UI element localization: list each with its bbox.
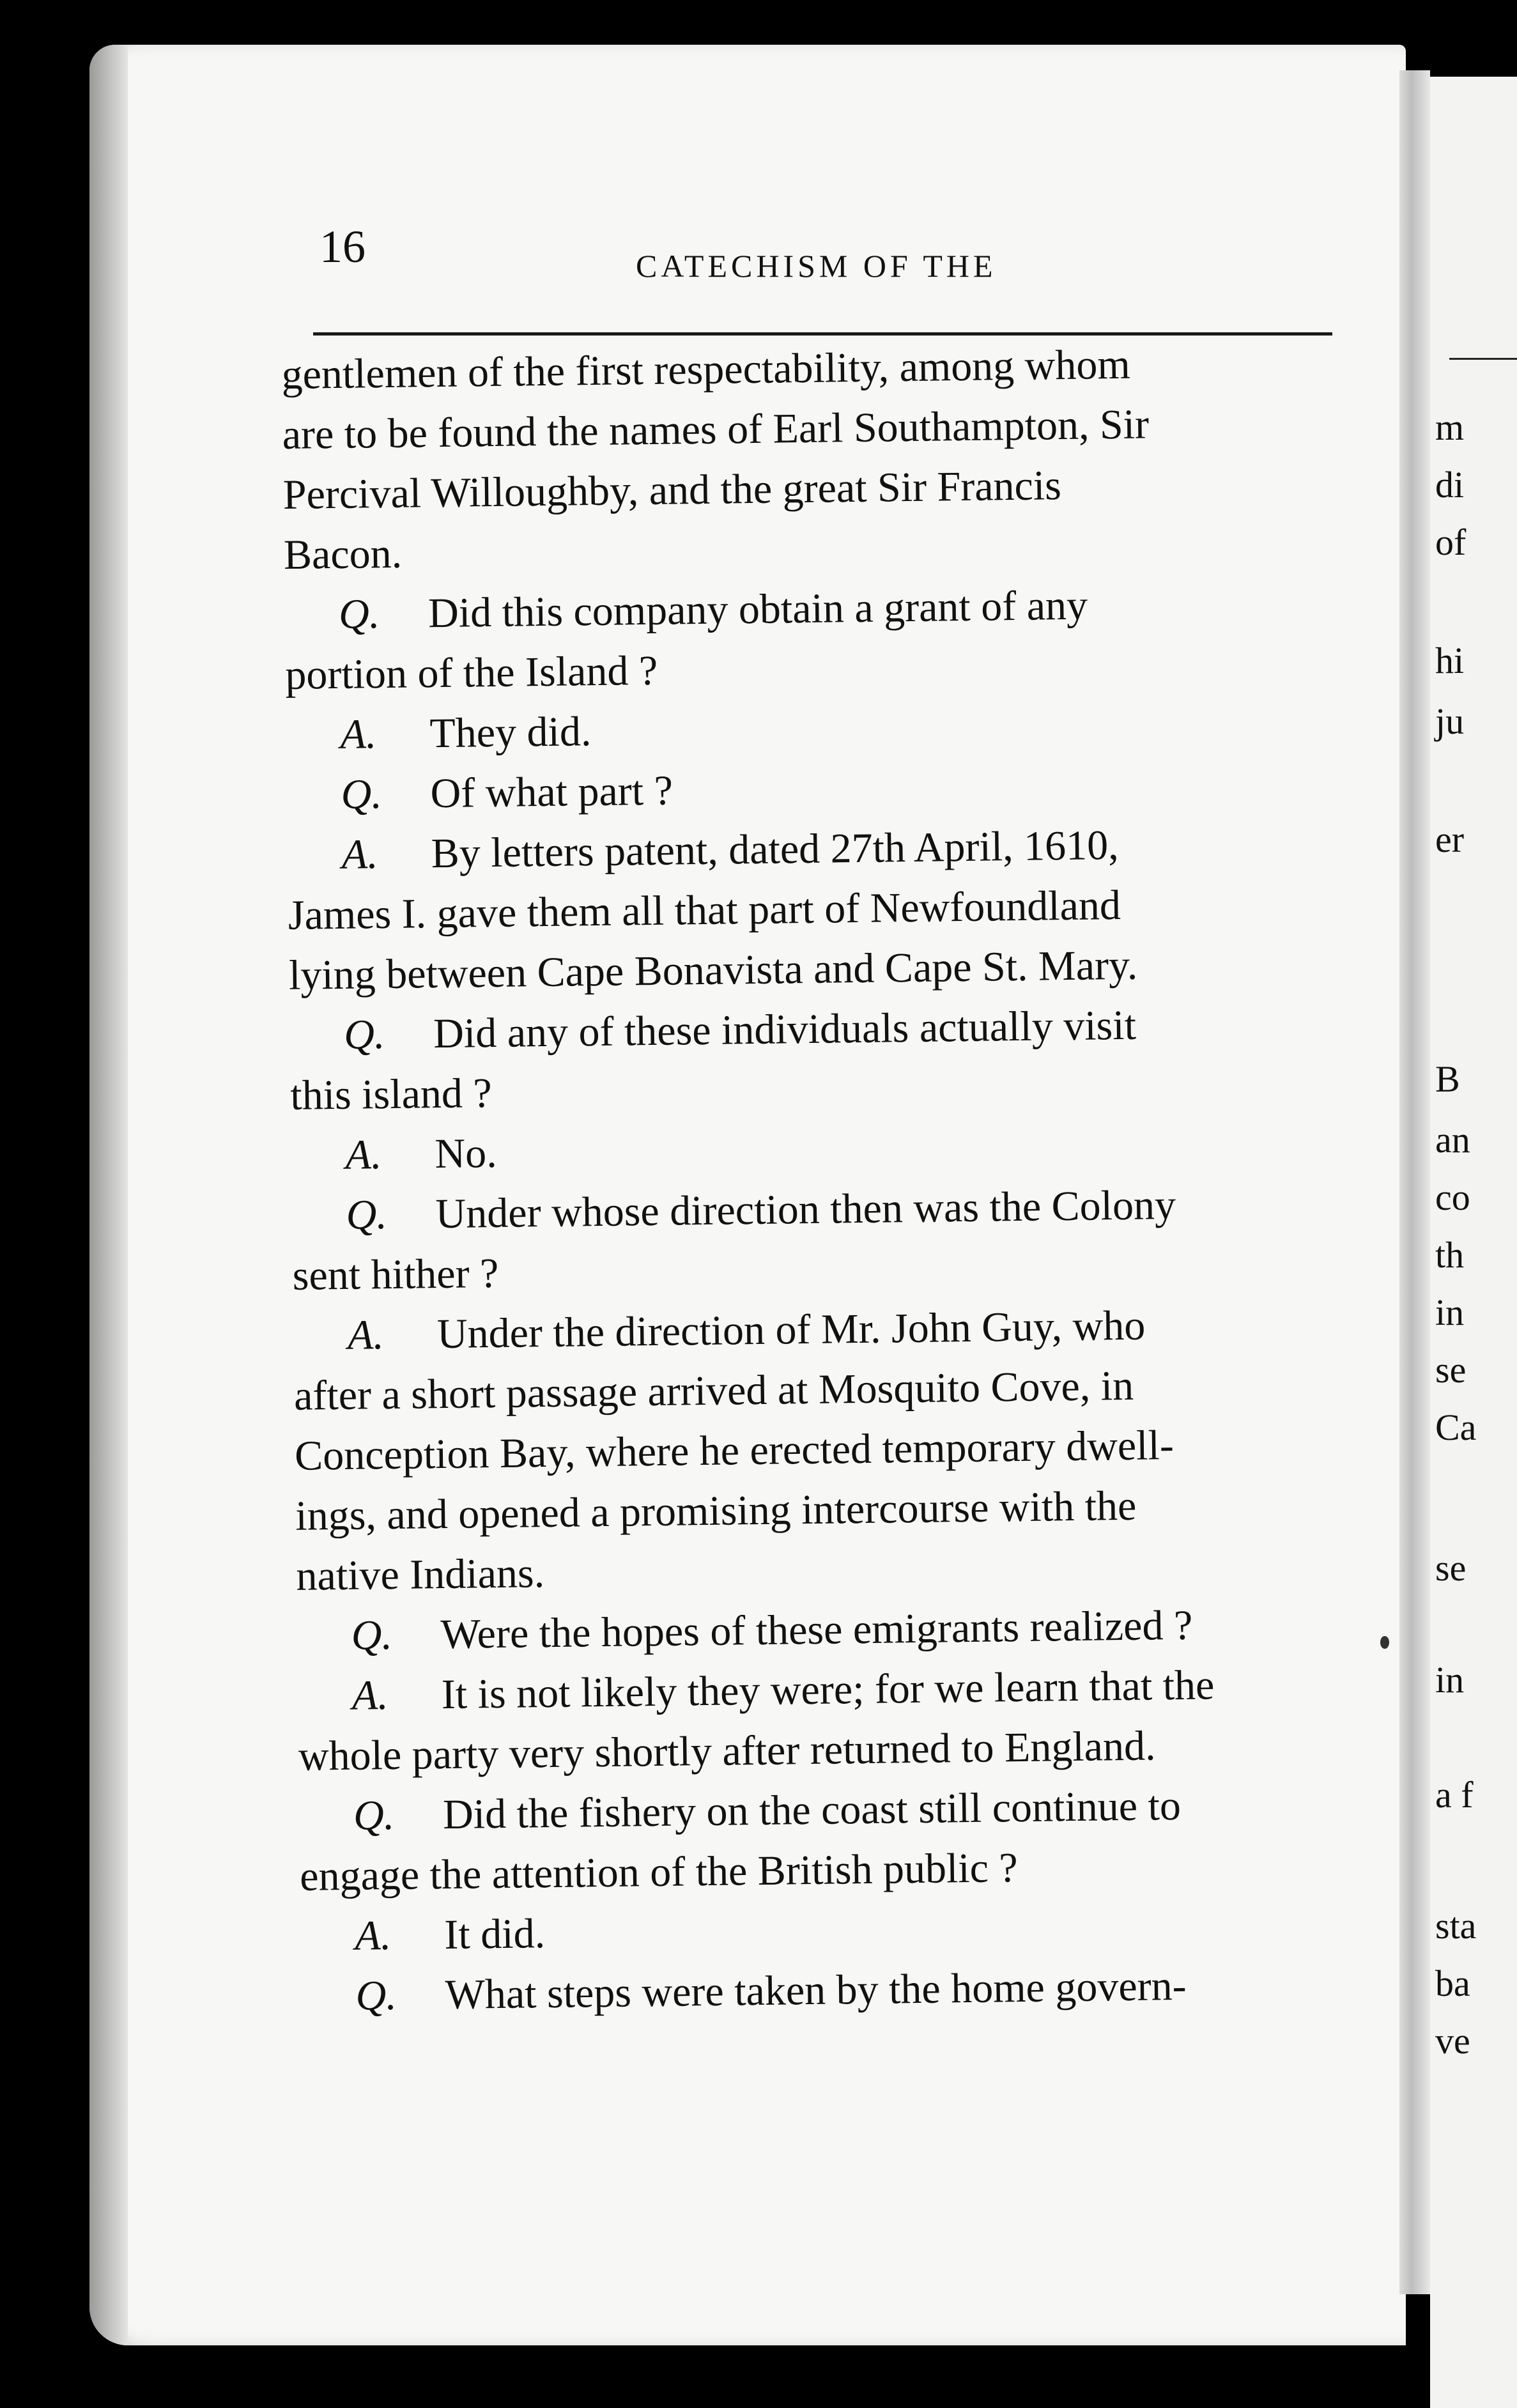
qa-label: Q. [351,1612,393,1659]
qa-label: Q. [355,1972,397,2019]
text-line: this island ? [289,1070,493,1119]
text-line: native Indians. [296,1550,545,1600]
qa-text: By letters patent, dated 27th April, 1610, [431,822,1120,877]
qa-label: A. [341,831,379,878]
text-line: gentlemen of the first respectability, among whom [281,341,1131,398]
qa-text: Of what part ? [430,767,674,817]
qa-label: A. [345,1131,382,1178]
qa-label: A. [347,1311,385,1359]
facing-page-rule [1449,358,1517,360]
facing-fragment: ve [1435,2020,1470,2062]
qa-label: A. [351,1672,389,1719]
text-line: are to be found the names of Earl Southampton, Sir [282,401,1150,458]
facing-fragment: a f [1435,1774,1474,1816]
text-line: after a short passage arrived at Mosquito Cove, in [293,1362,1134,1419]
page-header [227,220,1326,284]
qa-text: It did. [443,1910,546,1959]
text-line: sent hither ? [292,1249,499,1299]
text-line: Conception Bay, where he erected temporary dwell- [294,1422,1174,1479]
qa-label: A. [340,711,377,758]
facing-fragment: er [1435,819,1465,860]
text-line: portion of the Island ? [284,647,658,698]
text-line: lying between Cape Bonavista and Cape St. Mary. [288,941,1138,999]
text-line: ings, and opened a promising intercourse with the [295,1482,1137,1540]
facing-fragment: m [1435,406,1465,448]
qa-text: No. [435,1129,498,1178]
running-head: CATECHISM OF THE [636,248,997,284]
text-line: engage the attention of the British public ? [299,1844,1019,1900]
qa-text: What steps were taken by the home govern- [445,1962,1187,2019]
qa-text: Under whose direction then was the Colony [435,1181,1176,1238]
facing-fragment: co [1435,1177,1470,1218]
facing-fragment: in [1435,1659,1465,1701]
facing-fragment: Ca [1435,1407,1477,1448]
facing-fragment: ba [1435,1963,1470,2004]
facing-fragment: ju [1435,700,1465,742]
facing-fragment: sta [1435,1905,1477,1947]
text-line: Percival Willoughby, and the great Sir Francis [282,462,1062,518]
question-answer-list [284,573,1362,2027]
qa-text: Were the hopes of these emigrants realized ? [440,1601,1193,1658]
page-number: 16 [320,221,366,272]
facing-fragment: di [1435,464,1465,506]
facing-page [1430,77,1517,2408]
qa-label: Q. [341,771,383,818]
qa-label: Q. [353,1792,395,1839]
text-line: James I. gave them all that part of Newfoundland [288,882,1121,939]
qa-text: Did any of these individuals actually visit [433,1001,1137,1058]
qa-text: They did. [429,708,592,757]
qa-text: It is not likely they were; for we learn that the [441,1662,1215,1718]
qa-text: Did this company obtain a grant of any [427,582,1088,637]
facing-fragment: se [1435,1547,1467,1589]
qa-text: Did the fishery on the coast still continue to [442,1782,1182,1839]
facing-fragment: in [1435,1292,1465,1333]
qa-label: A. [354,1912,392,1959]
book-gutter [1399,70,1430,2294]
text-line: Bacon. [283,530,403,578]
facing-fragment: hi [1435,640,1465,681]
speck [1380,1636,1389,1649]
facing-fragment: of [1435,521,1467,563]
facing-fragment: B [1435,1058,1460,1100]
facing-fragment: an [1435,1119,1470,1161]
qa-text: Under the direction of Mr. John Guy, who [436,1302,1146,1358]
qa-label: Q. [346,1191,388,1239]
facing-fragment: se [1435,1349,1467,1391]
body-text [281,332,1362,2027]
text-line: whole party very shortly after returned to England. [298,1722,1156,1780]
qa-label: Q. [343,1011,385,1058]
qa-label: Q. [338,590,380,638]
facing-fragment: th [1435,1234,1465,1276]
